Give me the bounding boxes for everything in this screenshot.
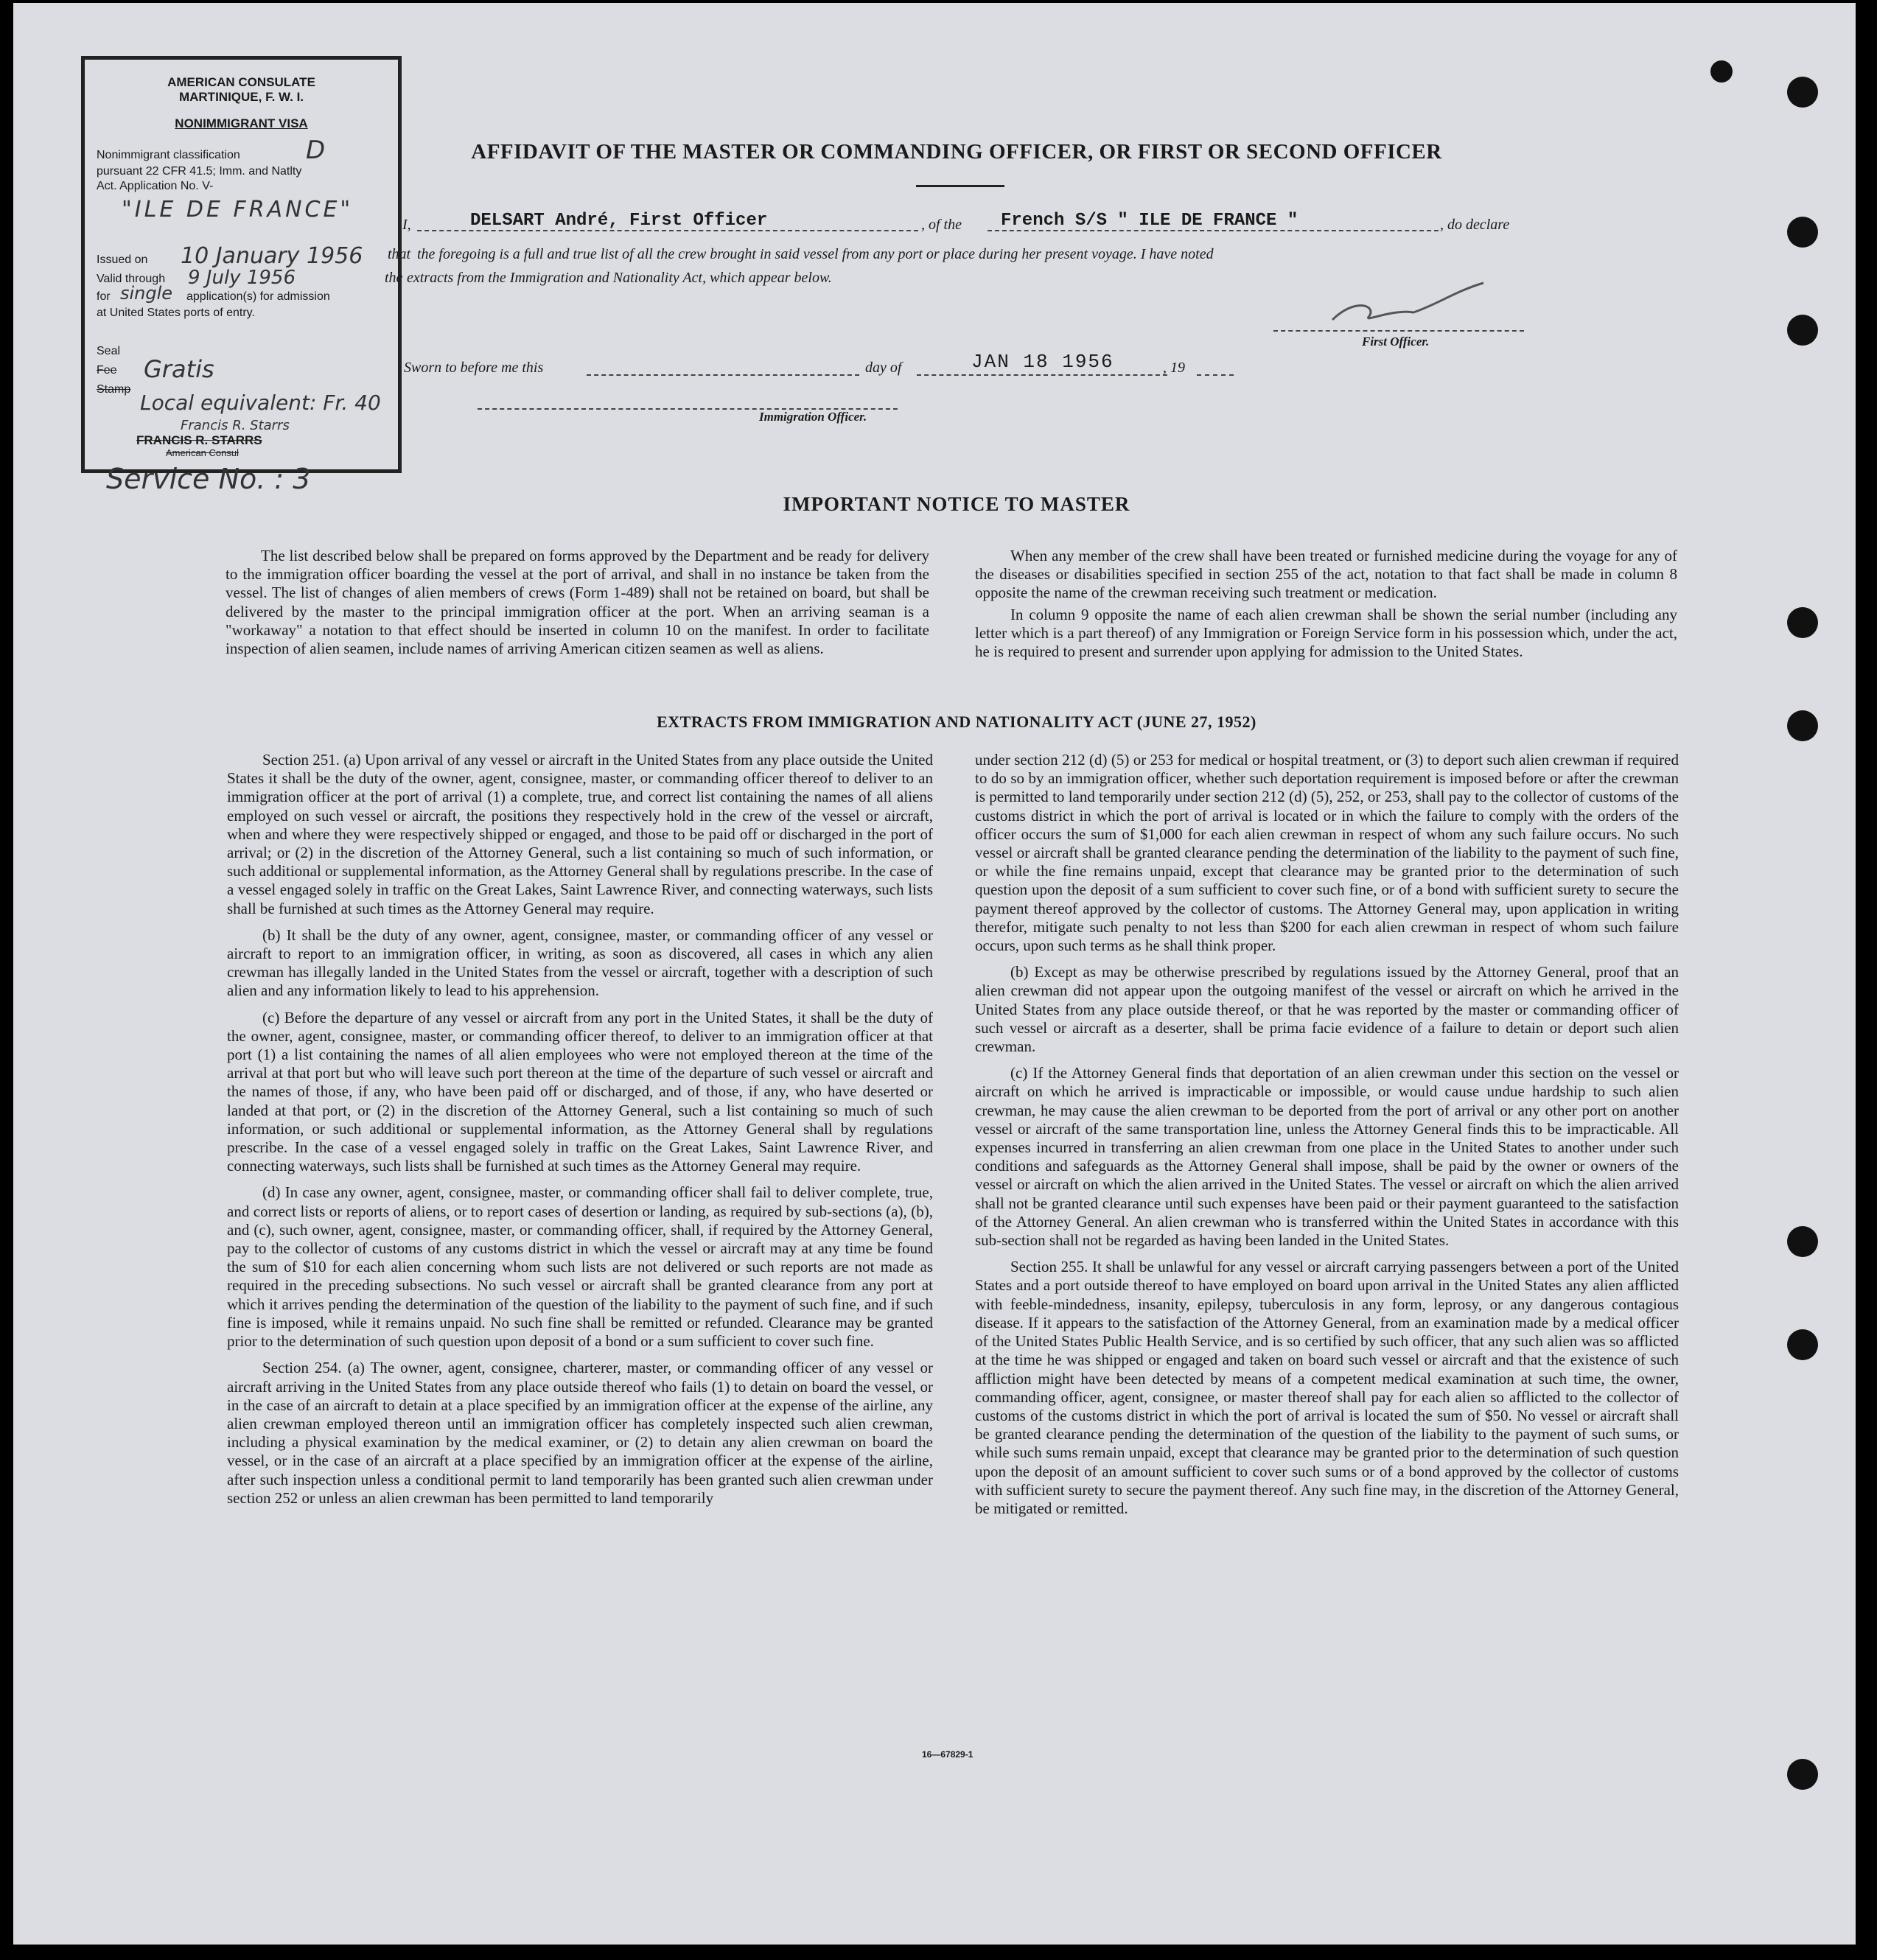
vessel-name: French S/S " ILE DE FRANCE ": [1001, 211, 1298, 231]
valid-label: Valid through: [97, 273, 166, 285]
visa-type: NONIMMIGRANT VISA: [175, 116, 308, 130]
section-254b: (b) Except as may be otherwise prescribed by regulations issued by the Attorney General, proof that an alien crewman did not appear upon the outgoing manifest of the vessel or aircraft on which he arrived in the United States from any place outside thereof, or that he was reported by the master or commanding officer of such vessel or aircraft as a deserter, shall be prima facie evidence of a failure to detain or deport such alien crewman.: [975, 963, 1679, 1056]
signature-line: [1273, 330, 1524, 332]
declaration-line2: the foregoing is a full and true list of all the crew brought in said vessel from any port or place during her present voyage. I have noted: [417, 246, 1214, 262]
ship-name-handwritten: "ILE DE FRANCE": [122, 197, 354, 223]
declaration-line3: extracts from the Immigration and Nationality Act, which appear below.: [407, 270, 832, 286]
section-254c: (c) If the Attorney General finds that deportation of an alien crewman under this section on the vessel or aircraft on which he arrived is impracticable or impossible, or would cause undue hardship to such alien crewman, he may cause the alien crewman to be deported from the port of arrival or any other port on another vessel or aircraft of the same transportation line, unless the Attorney General finds this to be impracticable. All expenses incurred in transferring an alien crewman from one place in the United States to another under such conditions and safeguards as the Attorney General shall impose, shall be paid by the owner or owners of the vessel or aircraft on which the alien arrived in the United States. The vessel or aircraft on which the alien arrived shall not be granted clearance until such expenses have been paid or their payment guaranteed to the satisfaction of the Attorney General. An alien crewman who is transferred within the United States in accordance with this sub-section shall not be regarded as having been landed in the United States.: [975, 1064, 1679, 1250]
punch-hole: [1710, 60, 1733, 83]
section-255: Section 255. It shall be unlawful for any vessel or aircraft carrying passengers between a port of the United States and a port outside thereof to have employed on board upon arrival in the United States any alien afflicted with feeble-mindedness, insanity, epilepsy, tuberculosis in any form, leprosy, or any dangerous contagious disease. If it appears to the satisfaction of the Attorney General, from an examination made by a medical officer of the United States Public Health Service, and is so certified by such officer, that any such alien was so afflicted at the time he was shipped or engaged and taken on board such vessel or aircraft and that the existence of such affliction might have been detected by means of a competent medical examination at such time, the owner, commanding officer, agent, consignee, or master thereof shall pay for each alien so afflicted to the collector of customs of the customs district in which the port of arrival is located the sum of $50. No vessel or aircraft shall be granted clearance pending the determination of the question of the liability to the payment of such sums, or while such sums remain unpaid, except that clearance may be granted prior to the determination of such question upon the deposit of an amount sufficient to cover such sums or of a bond approved by the collector of customs with sufficient surety to secure the payment thereof. Any such fine may, in the discretion of the Attorney General, be mitigated or remitted.: [975, 1258, 1679, 1517]
sworn-date-stamp: JAN 18 1956: [971, 351, 1114, 373]
punch-hole: [1787, 315, 1818, 346]
extracts-left-column: [227, 751, 933, 1516]
section-251c: (c) Before the departure of any vessel or aircraft from any port in the United States, it shall be the duty of the owner, agent, consignee, master, or commanding officer thereof, to deliver to an immigration officer at that port (1) a list containing the names of all alien employees who were not employed thereon at the time of the arrival at that port but who will leave such port thereon at the time of the departure of such vessel or aircraft and the names of those, if any, who have been paid off or discharged, and of those, if any, who have deserted or landed at that port, or (2) in the discretion of the Attorney General, such a list containing so much of such information, or such additional or supplemental information, as the Attorney General shall by regulations prescribe. In the case of a vessel engaged solely in traffic on the Great Lakes, Saint Lawrence River, and connecting waterways, such lists shall be furnished at such times as the Attorney General may require.: [227, 1008, 933, 1175]
consulate-name: AMERICAN CONSULATE: [167, 75, 315, 89]
punch-hole: [1787, 1226, 1818, 1257]
consul-signature: Francis R. Starrs: [181, 418, 290, 433]
punch-hole: [1787, 217, 1818, 248]
consul-title: American Consul: [166, 447, 239, 458]
notice-right-paragraph-1: When any member of the crew shall have been treated or furnished medicine during the voyage for any of the diseases or disabilities specified in section 255 of the act, notation to that fact shall be made in column 8 opposite the name of the crewman receiving such treatment or medication.: [975, 547, 1677, 602]
fee-label: Fee: [97, 364, 117, 377]
classification-label: Nonimmigrant classification: [97, 149, 240, 161]
seal-label: Seal: [97, 345, 121, 357]
section-251b: (b) It shall be the duty of any owner, agent, consignee, master, or commanding officer of any vessel or aircraft to report to an immigration officer, in writing, as soon as discovered, all cases in which any alien crewman has illegally landed in the United States from the vessel or aircraft, together with a description of such alien and any information likely to lead to his apprehension.: [227, 925, 933, 1000]
visa-stamp: [81, 56, 402, 473]
punch-hole: [1787, 77, 1818, 108]
stamp-label: Stamp: [97, 383, 131, 396]
notice-right-column: [975, 547, 1677, 669]
application-line: application(s) for admission: [186, 290, 330, 303]
for-value: single: [120, 283, 173, 304]
pursuant-line: pursuant 22 CFR 41.5; Imm. and Natlty: [97, 165, 302, 178]
do-declare-label: , do declare: [1440, 217, 1510, 233]
officer-signature: [1325, 276, 1495, 335]
title-rule: [916, 185, 1004, 187]
declaration-that: that: [388, 246, 411, 262]
immigration-officer-label: Immigration Officer.: [759, 410, 867, 424]
declaration-the: the: [385, 270, 403, 286]
section-254a: Section 254. (a) The owner, agent, consignee, charterer, master, or commanding officer of any vessel or aircraft arriving in the United States from any place outside thereof who fails (1) to detain on board the vessel, or in the case of an aircraft to detain at a place specified by an immigration officer at the expense of the airline, any alien crewman employed thereon until an immigration officer has completely inspected such alien crewman, including a physical examination by the medical examiner, or (2) to detain any alien crewman on board the vessel, or in the case of an aircraft at a place specified by an immigration officer at the expense of the airline, after such inspection unless a conditional permit to land temporarily has been granted such alien crewman under section 252 or unless an alien crewman has been permitted to land temporarily: [227, 1359, 933, 1507]
service-number: Service No. : 3: [106, 463, 311, 495]
sworn-label: Sworn to before me this: [404, 360, 544, 376]
form-number: 16—67829-1: [922, 1749, 974, 1760]
notice-left-paragraph: The list described below shall be prepared on forms approved by the Department and be ready for delivery to the immigration officer boarding the vessel at the port of arrival, and shall in no instance be taken from the vessel. The list of changes of alien members of crews (Form 1-489) shall not be retained on board, but shall be delivered by the master to the principal immigration officer at the port. When an arriving seaman is a "workaway" a notation to that effect should be inserted in column 10 on the manifest. In order to facilitate inspection of alien seamen, include names of arriving American citizen seamen as well as aliens.: [226, 547, 929, 658]
notice-title: IMPORTANT NOTICE TO MASTER: [783, 493, 1130, 515]
extracts-title: EXTRACTS FROM IMMIGRATION AND NATIONALITY ACT (JUNE 27, 1952): [657, 713, 1256, 731]
section-254a-cont: under section 212 (d) (5) or 253 for medical or hospital treatment, or (3) to deport such alien crewman if required to do so by an immigration officer, whether such deportation requirement is imposed before or after the crewman is permitted to land temporarily under section 212 (d) (5), 252, or 253, shall pay to the collector of customs of the customs district in which the port of arrival is located or in which the failure to comply with the orders of the officer occurs the sum of $1,000 for each alien crewman in respect of whom any such failure occurs. No such vessel or aircraft shall be granted clearance pending the determination of the liability to the payment of such fine, or while the fine remains unpaid, except that clearance may be granted prior to the determination of such question upon the deposit of a sum sufficient to cover such fine, or of a bond with sufficient surety to secure the payment thereof approved by the collector of customs. The Attorney General may, upon application in writing therefor, mitigate such penalty to not less than $200 for each alien crewman in respect of whom such failure occurs, upon such terms as he shall think proper.: [975, 751, 1679, 955]
consulate-location: MARTINIQUE, F. W. I.: [178, 90, 304, 104]
local-equivalent: Local equivalent: Fr. 40: [140, 391, 381, 415]
ports-line: at United States ports of entry.: [97, 307, 255, 319]
sworn-day-line: [587, 374, 859, 376]
punch-hole: [1787, 607, 1818, 638]
affidavit-title: AFFIDAVIT OF THE MASTER OR COMMANDING OFFICER, OR FIRST OR SECOND OFFICER: [471, 140, 1442, 164]
signature-title: First Officer.: [1362, 335, 1430, 349]
extracts-right-column: [975, 751, 1679, 1526]
issued-date: 10 January 1956: [181, 243, 363, 269]
document-page: [13, 3, 1856, 1945]
sworn-month-line: [917, 374, 1167, 376]
punch-hole: [1787, 710, 1818, 741]
act-line: Act. Application No. V-: [97, 180, 214, 192]
i-label: I,: [402, 217, 411, 233]
section-251a: Section 251. (a) Upon arrival of any vessel or aircraft in the United States from any place outside the United States it shall be the duty of the owner, agent, consignee, master, or commanding officer thereof to deliver to an immigration officer at the port of arrival (1) a complete, true, and correct list containing the names of all aliens employed on such vessel or aircraft, the positions they respectively hold in the crew of the vessel or aircraft, when and where they were respectively shipped or engaged, and those to be paid off or discharged in the port of arrival; or (2) in the discretion of the Attorney General, such a list containing so much of such information, or such additional or supplemental information, as the Attorney General shall by regulations prescribe. In the case of a vessel engaged solely in traffic on the Great Lakes, Saint Lawrence River, and connecting waterways, such lists shall be furnished at such times as the Attorney General may require.: [227, 751, 933, 917]
section-251d: (d) In case any owner, agent, consignee, master, or commanding officer shall fail to deliver complete, true, and correct lists or reports of aliens, or to report cases of desertion or landing, as required by sub-sections (a), (b), and (c), such owner, agent, consignee, master, or commanding officer, shall, if required by the Attorney General, pay to the collector of customs of any customs district in which the vessel or aircraft may at any time be found the sum of $10 for each alien concerning whom such lists are not delivered or such reports are not made as required in the preceding subsections. No such vessel or aircraft shall be granted clearance from any port at which it arrives pending the determination of the question of the liability to the payment of such fine, and if such fine is imposed, while it remains unpaid. No such fine shall be remitted or refunded. Clearance may be granted prior to the determination of such question upon deposit of a bond or a sum sufficient to cover such fine.: [227, 1183, 933, 1351]
valid-date: 9 July 1956: [188, 267, 296, 289]
day-of-label: day of: [865, 360, 902, 376]
fee-gratis: Gratis: [144, 355, 214, 383]
punch-hole: [1787, 1329, 1818, 1360]
consul-name: FRANCIS R. STARRS: [136, 433, 262, 447]
notice-left-column: [226, 547, 929, 666]
punch-hole: [1787, 1759, 1818, 1790]
for-label: for: [97, 290, 111, 303]
year-line: [1197, 374, 1234, 376]
classification-value: D: [306, 136, 326, 165]
notice-right-paragraph-2: In column 9 opposite the name of each alien crewman shall be shown the serial number (including any letter which is a part thereof) of any Immigration or Foreign Service form in his possession which, under the act, he is required to present and surrender upon applying for admission to the United States.: [975, 605, 1677, 661]
year-prefix: , 19: [1163, 360, 1185, 376]
issued-label: Issued on: [97, 253, 148, 266]
of-the-label: , of the: [921, 217, 962, 233]
declarant-name: DELSART André, First Officer: [470, 211, 768, 231]
